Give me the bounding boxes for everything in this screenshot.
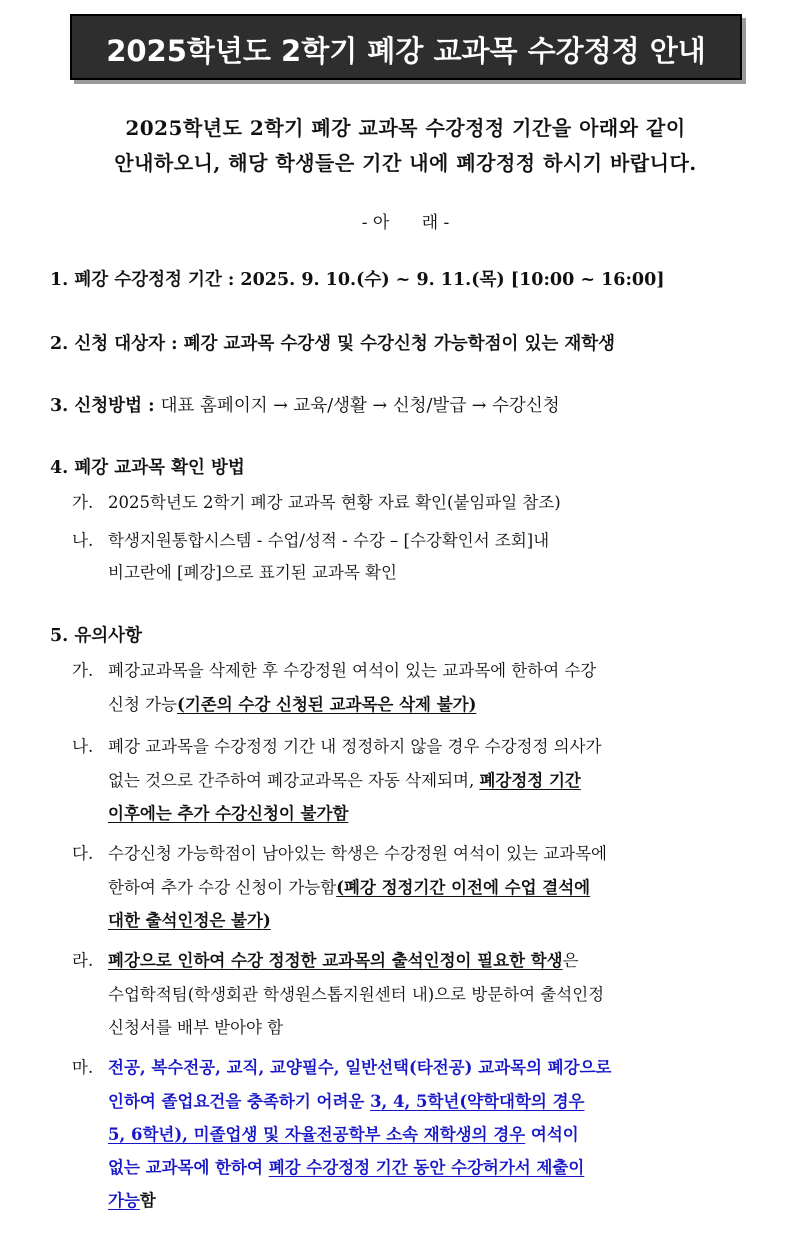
note-ma-cont-4 [108, 1187, 156, 1211]
note-ga-text: 폐강교과목을 삭제한 후 수강정원 여석이 있는 교과목에 한하여 수강 [108, 661, 597, 680]
item-check-heading: 4. 폐강 교과목 확인 방법 [50, 458, 245, 478]
note-da-cont [108, 874, 590, 898]
note-text: 은 [562, 951, 579, 970]
intro-line-2: 안내하오니, 해당 학생들은 기간 내에 폐강정정 하시기 바랍니다. [114, 151, 697, 175]
note-emphasis: 폐강정정 기간 [479, 771, 581, 790]
item-method-text: 대표 홈페이지 → 교육/생활 → 신청/발급 → 수강신청 [160, 396, 560, 416]
note-text: 없는 교과목에 한하여 [108, 1158, 269, 1177]
note-ra [72, 947, 579, 971]
note-emphasis: 폐강 수강정정 기간 동안 수강허가서 제출이 [268, 1158, 585, 1177]
note-text: 없는 것으로 간주하여 폐강교과목은 자동 삭제되며, [108, 771, 480, 790]
note-da-text: 수강신청 가능학점이 남아있는 학생은 수강정원 여석이 있는 교과목에 [108, 844, 607, 863]
check-item-na-text: 학생지원통합시스템 - 수업/성적 - 수강 – [수강확인서 조회]내 [108, 531, 550, 550]
note-text: 여석이 [525, 1125, 579, 1144]
note-emphasis: 폐강으로 인하여 수강 정정한 교과목의 출석인정이 필요한 학생 [108, 951, 563, 970]
note-ga-cont [108, 691, 476, 715]
check-item-ga [72, 489, 561, 513]
note-ma-text: 전공, 복수전공, 교직, 교양필수, 일반선택(타전공) 교과목의 폐강으로 [108, 1058, 612, 1077]
item-period: 1. 폐강 수강정정 기간 : 2025. 9. 10.(수) ~ 9. 11.(목) [10:00 ~ 16:00] [50, 270, 665, 290]
section-divider-ahrae: - 아 래 - [361, 213, 450, 233]
note-emphasis: 3, 4, 5학년(약학대학의 경우 [370, 1092, 585, 1111]
note-da [72, 840, 607, 864]
check-item-na-cont: 비고란에 [폐강]으로 표기된 교과목 확인 [108, 563, 397, 582]
intro-line-1: 2025학년도 2학기 폐강 교과목 수강정정 기간을 아래와 같이 [125, 116, 686, 140]
note-text: 신청 가능 [108, 695, 178, 714]
note-emphasis: 이후에는 추가 수강신청이 불가함 [108, 804, 349, 823]
note-ga [72, 657, 596, 681]
page-title: 2025학년도 2학기 폐강 교과목 수강정정 안내 [106, 34, 706, 68]
list-marker: 마. [72, 1058, 94, 1077]
title-banner [70, 14, 742, 80]
note-emphasis: (기존의 수강 신청된 교과목은 삭제 불가) [177, 695, 477, 714]
note-na [72, 733, 602, 757]
note-ma-cont-2 [108, 1121, 579, 1145]
check-item-ga-text: 2025학년도 2학기 폐강 교과목 현황 자료 확인(붙임파일 참조) [108, 493, 561, 512]
note-text: 인하여 졸업요건을 충족하기 어려운 [108, 1092, 371, 1111]
note-na-text: 폐강 교과목을 수강정정 기간 내 정정하지 않을 경우 수강정정 의사가 [108, 737, 602, 756]
note-emphasis: 가능 [108, 1191, 140, 1210]
note-ra-cont-2: 신청서를 배부 받아야 함 [108, 1018, 284, 1037]
item-notes-heading: 5. 유의사항 [50, 626, 142, 646]
note-emphasis: (폐강 정정기간 이전에 수업 결석에 [336, 878, 591, 897]
note-na-cont [108, 767, 581, 791]
note-emphasis: 대한 출석인정은 불가) [108, 911, 271, 930]
note-ma-cont [108, 1088, 585, 1112]
note-na-cont-2 [108, 800, 348, 824]
list-marker: 다. [72, 844, 94, 863]
note-ma-cont-3 [108, 1154, 584, 1178]
note-ma [72, 1054, 611, 1078]
note-text: 함 [139, 1191, 156, 1210]
item-method [50, 392, 560, 417]
list-marker: 나. [72, 531, 94, 550]
note-emphasis: 5, 6학년), 미졸업생 및 자율전공학부 소속 재학생의 경우 [108, 1125, 526, 1144]
list-marker: 나. [72, 737, 94, 756]
note-text: 한하여 추가 수강 신청이 가능함 [108, 878, 337, 897]
note-ra-cont: 수업학적팀(학생회관 학생원스톱지원센터 내)으로 방문하여 출석인정 [108, 985, 605, 1004]
item-method-label: 3. 신청방법 : [50, 396, 155, 416]
note-da-cont-2 [108, 907, 271, 931]
list-marker: 가. [72, 493, 94, 512]
item-target: 2. 신청 대상자 : 폐강 교과목 수강생 및 수강신청 가능학점이 있는 재학생 [50, 334, 616, 354]
check-item-na [72, 527, 549, 551]
list-marker: 가. [72, 661, 94, 680]
list-marker: 라. [72, 951, 94, 970]
